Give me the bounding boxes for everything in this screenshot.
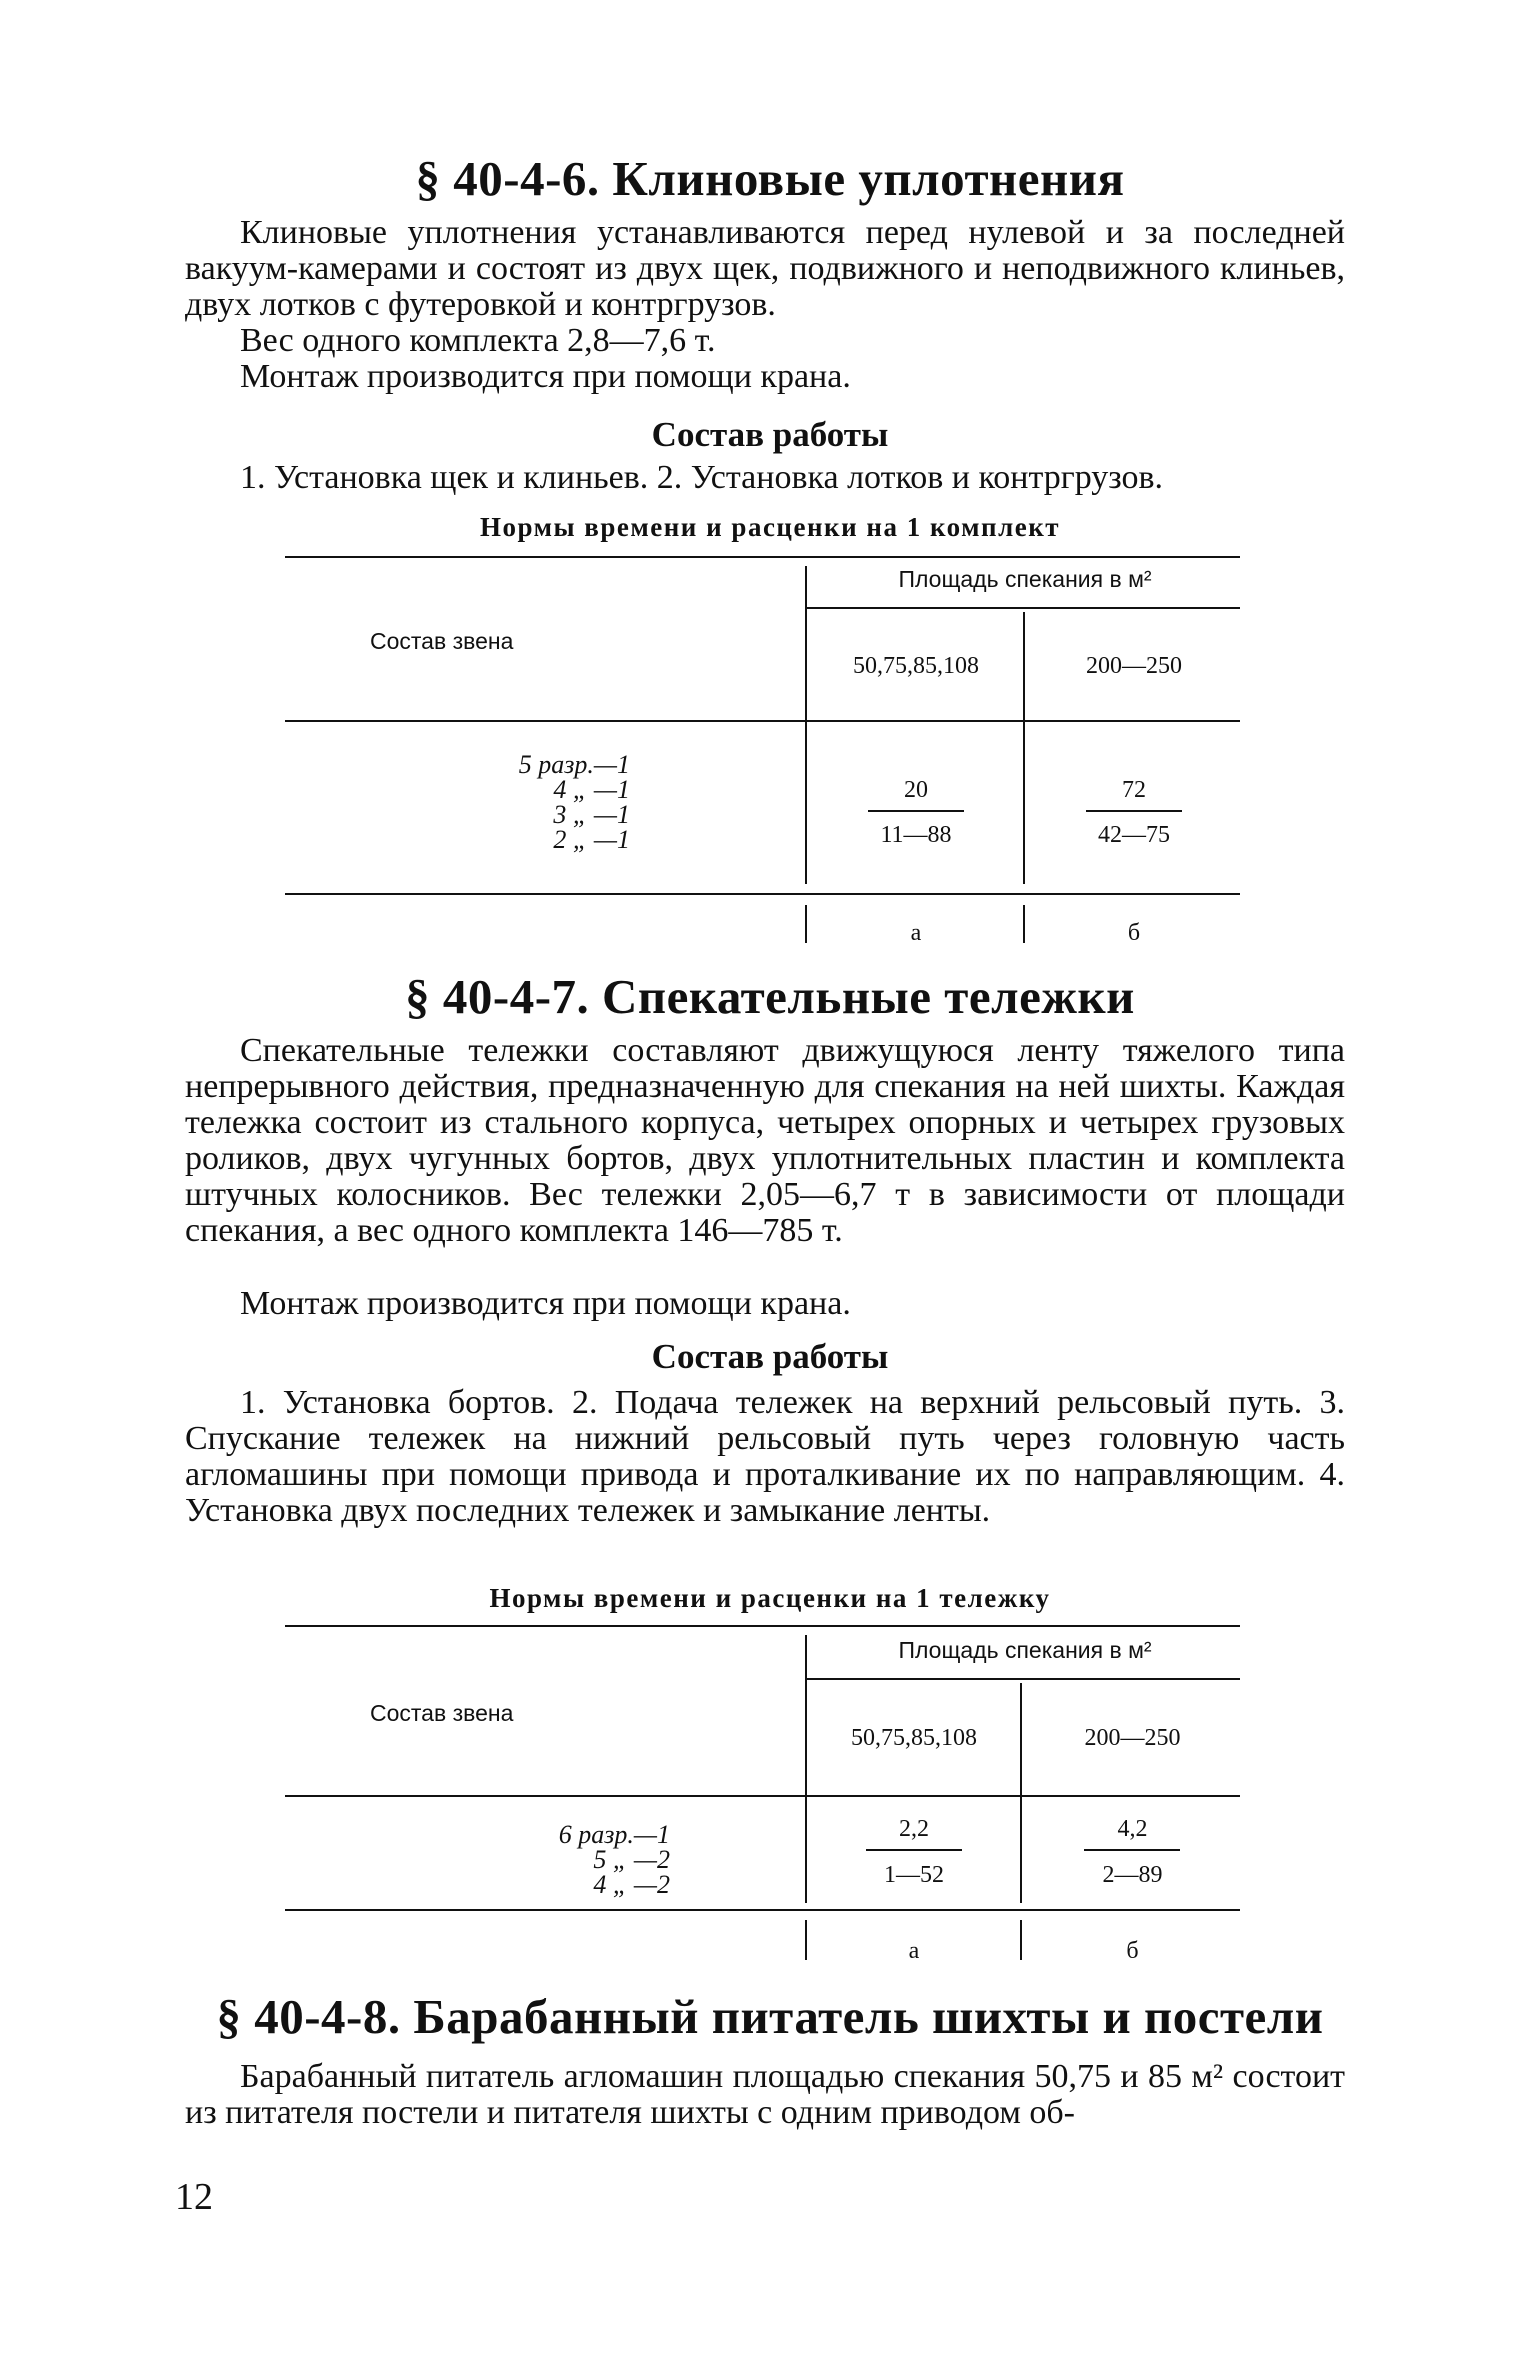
table-rule: [285, 720, 1240, 722]
price-value: 11—88: [880, 822, 952, 848]
column-header: 50,75,85,108: [851, 1725, 977, 1751]
work-text: 1. Установка бортов. 2. Подача тележек на верхний рельсовый путь. 3. Спускание тележек на нижний рельсовый путь через головную часть агломашины при помощи привода и проталкивание их по направляющим. 4. Установка двух последних тележек и замыкание ленты.: [185, 1384, 1345, 1529]
crew-grade: 6 разр.—1: [558, 1820, 670, 1849]
table-rule: [805, 607, 1240, 609]
section-heading-40-4-6: § 40-4-6. Клиновые уплотнения: [415, 151, 1125, 206]
table-rule: [285, 1795, 1240, 1797]
table-rule: [805, 905, 807, 943]
column-index: а: [910, 920, 922, 946]
crew-grade: 3 „ —1: [553, 800, 630, 829]
fraction-bar: [866, 1849, 962, 1851]
price-value: 42—75: [1098, 822, 1170, 848]
table-rule: [1020, 1920, 1022, 1960]
table-rule: [285, 1909, 1240, 1911]
table-rule: [1020, 1683, 1022, 1903]
column-index: б: [1126, 1938, 1139, 1964]
mount-line: Монтаж производится при помощи крана.: [240, 1285, 851, 1322]
section-heading-40-4-8: § 40-4-8. Барабанный питатель шихты и постели: [216, 1989, 1324, 2044]
column-index: б: [1127, 920, 1141, 946]
norm-value: 2,2: [899, 1816, 929, 1842]
table-rule: [1023, 905, 1025, 943]
crew-grade: 5 „ —2: [593, 1845, 670, 1874]
area-group-header: Площадь спекания в м²: [898, 1637, 1152, 1663]
section-paragraph: Клиновые уплотнения устанавливаются перед нулевой и за последней вакуум-камерами и состоят из двух щек, подвижного и неподвижного клиньев, двух лотков с футеровкой и контргрузов.: [185, 214, 1345, 323]
fraction-bar: [868, 810, 964, 812]
weight-line: Вес одного комплекта 2,8—7,6 т.: [240, 322, 716, 359]
table-rule: [285, 1625, 1240, 1627]
table-rule: [805, 1678, 1240, 1680]
table-caption: Нормы времени и расценки на 1 тележку: [489, 1583, 1051, 1613]
table-rule: [285, 893, 1240, 895]
norm-value: 20: [904, 777, 928, 803]
section-paragraph: Барабанный питатель агломашин площадью спекания 50,75 и 85 м² состоит из питателя постели и питателя шихты с одним приводом об-: [185, 2058, 1345, 2131]
column-header: 50,75,85,108: [853, 653, 979, 679]
column-index: а: [908, 1938, 920, 1964]
section-paragraph: Спекательные тележки составляют движущуюся ленту тяжелого типа непрерывного действия, предназначенную для спекания на ней шихты. Каждая тележка состоит из стального корпуса, четырех опорных и четырех грузовых роликов, двух чугунных бортов, двух уплотнительных пластин и комплекта штучных колосников. Вес тележки 2,05—6,7 т в зависимости от площади спекания, а вес одного комплекта 146—785 т.: [185, 1032, 1345, 1249]
work-title: Состав работы: [651, 1337, 889, 1376]
crew-header: Состав звена: [370, 628, 514, 654]
column-header: 200—250: [1084, 1725, 1181, 1751]
work-text: 1. Установка щек и клиньев. 2. Установка лотков и контргрузов.: [240, 459, 1164, 496]
table-caption: Нормы времени и расценки на 1 комплект: [479, 512, 1061, 542]
table-rule: [805, 566, 807, 884]
crew-header: Состав звена: [370, 1700, 514, 1726]
price-value: 2—89: [1102, 1862, 1163, 1888]
work-title: Состав работы: [651, 415, 889, 454]
mount-line: Монтаж производится при помощи крана.: [240, 358, 851, 395]
table-rule: [1023, 612, 1025, 884]
column-header: 200—250: [1086, 653, 1182, 679]
price-value: 1—52: [884, 1862, 944, 1888]
page-number: 12: [175, 2176, 213, 2218]
crew-grade: 4 „ —1: [553, 775, 630, 804]
section-heading-40-4-7: § 40-4-7. Спекательные тележки: [405, 969, 1135, 1024]
table-rule: [285, 556, 1240, 558]
norm-value: 72: [1122, 777, 1146, 803]
table-rule: [805, 1920, 807, 1960]
area-group-header: Площадь спекания в м²: [898, 566, 1152, 592]
norm-value: 4,2: [1117, 1816, 1148, 1842]
crew-grade: 4 „ —2: [593, 1870, 670, 1899]
crew-grade: 5 разр.—1: [518, 750, 630, 779]
table-rule: [805, 1635, 807, 1903]
fraction-bar: [1086, 810, 1182, 812]
crew-grade: 2 „ —1: [553, 825, 630, 854]
fraction-bar: [1084, 1849, 1180, 1851]
